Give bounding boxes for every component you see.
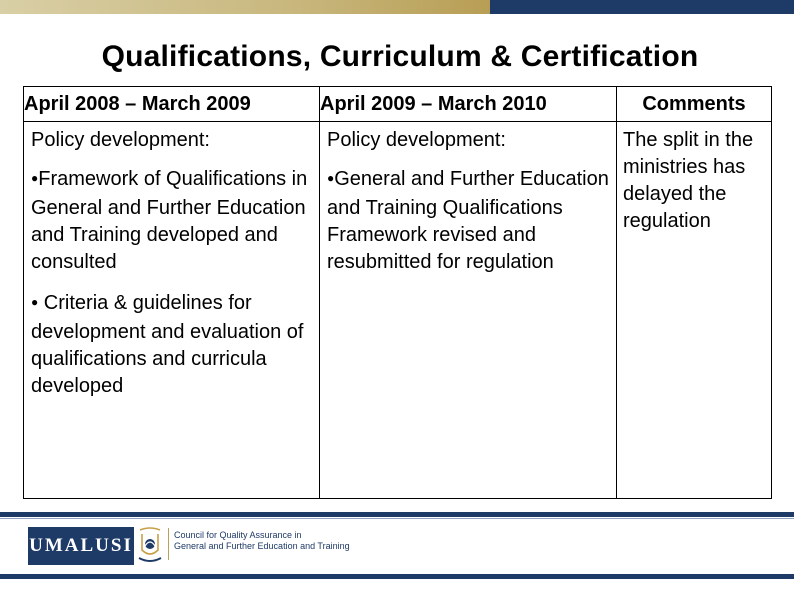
tagline-line-2: General and Further Education and Training: [174, 540, 350, 551]
footer-tagline: [174, 530, 350, 551]
cell-comments: [617, 122, 772, 499]
cell-2008-bullet-2: [31, 290, 313, 400]
progress-table: [23, 86, 772, 499]
comment-text: The split in the ministries has delayed the regulation: [623, 129, 754, 232]
cell-2008: [24, 122, 320, 499]
cell-2008-bullet-2-text: Criteria & guidelines for development and evaluation of qualifications and curricula developed: [31, 292, 304, 397]
top-banner: [0, 0, 794, 14]
logo-wordmark: UMALUSI: [29, 528, 133, 564]
cell-2008-bullet-1: [31, 166, 313, 276]
footer-rule: [0, 512, 794, 517]
bullet-icon: ●: [31, 295, 39, 309]
tagline-line-1: Council for Quality Assurance in: [174, 530, 302, 540]
cell-2008-bullet-1-text: Framework of Qualifications in General and Further Education and Training developed and consulted: [31, 168, 308, 273]
bottom-banner-stripe: [0, 574, 794, 579]
header-comments: Comments: [617, 87, 772, 122]
umalusi-logo: [28, 527, 134, 565]
bullet-icon: ●: [327, 171, 335, 185]
cell-2009-bullet-1-text: General and Further Education and Training Qualifications Framework revised and resubmitted for regulation: [327, 168, 609, 273]
bottom-banner: [0, 574, 794, 595]
cell-2008-lead: Policy development:: [31, 129, 210, 151]
tagline-divider: [168, 528, 169, 560]
cell-2009: [320, 122, 617, 499]
bullet-icon: ●: [31, 171, 39, 185]
page-title: Qualifications, Curriculum & Certification: [101, 40, 699, 73]
footer-rule-thin: [0, 518, 794, 519]
seal-emblem-icon: [136, 524, 164, 564]
top-banner-gold-band: [0, 0, 490, 14]
header-period-2009: April 2009 – March 2010: [320, 87, 617, 122]
table-row: [24, 122, 772, 499]
header-period-2008: April 2008 – March 2009: [24, 87, 320, 122]
cell-2009-lead: Policy development:: [327, 129, 506, 151]
table-header-row: [24, 87, 772, 122]
cell-2009-bullet-1: [327, 166, 610, 276]
